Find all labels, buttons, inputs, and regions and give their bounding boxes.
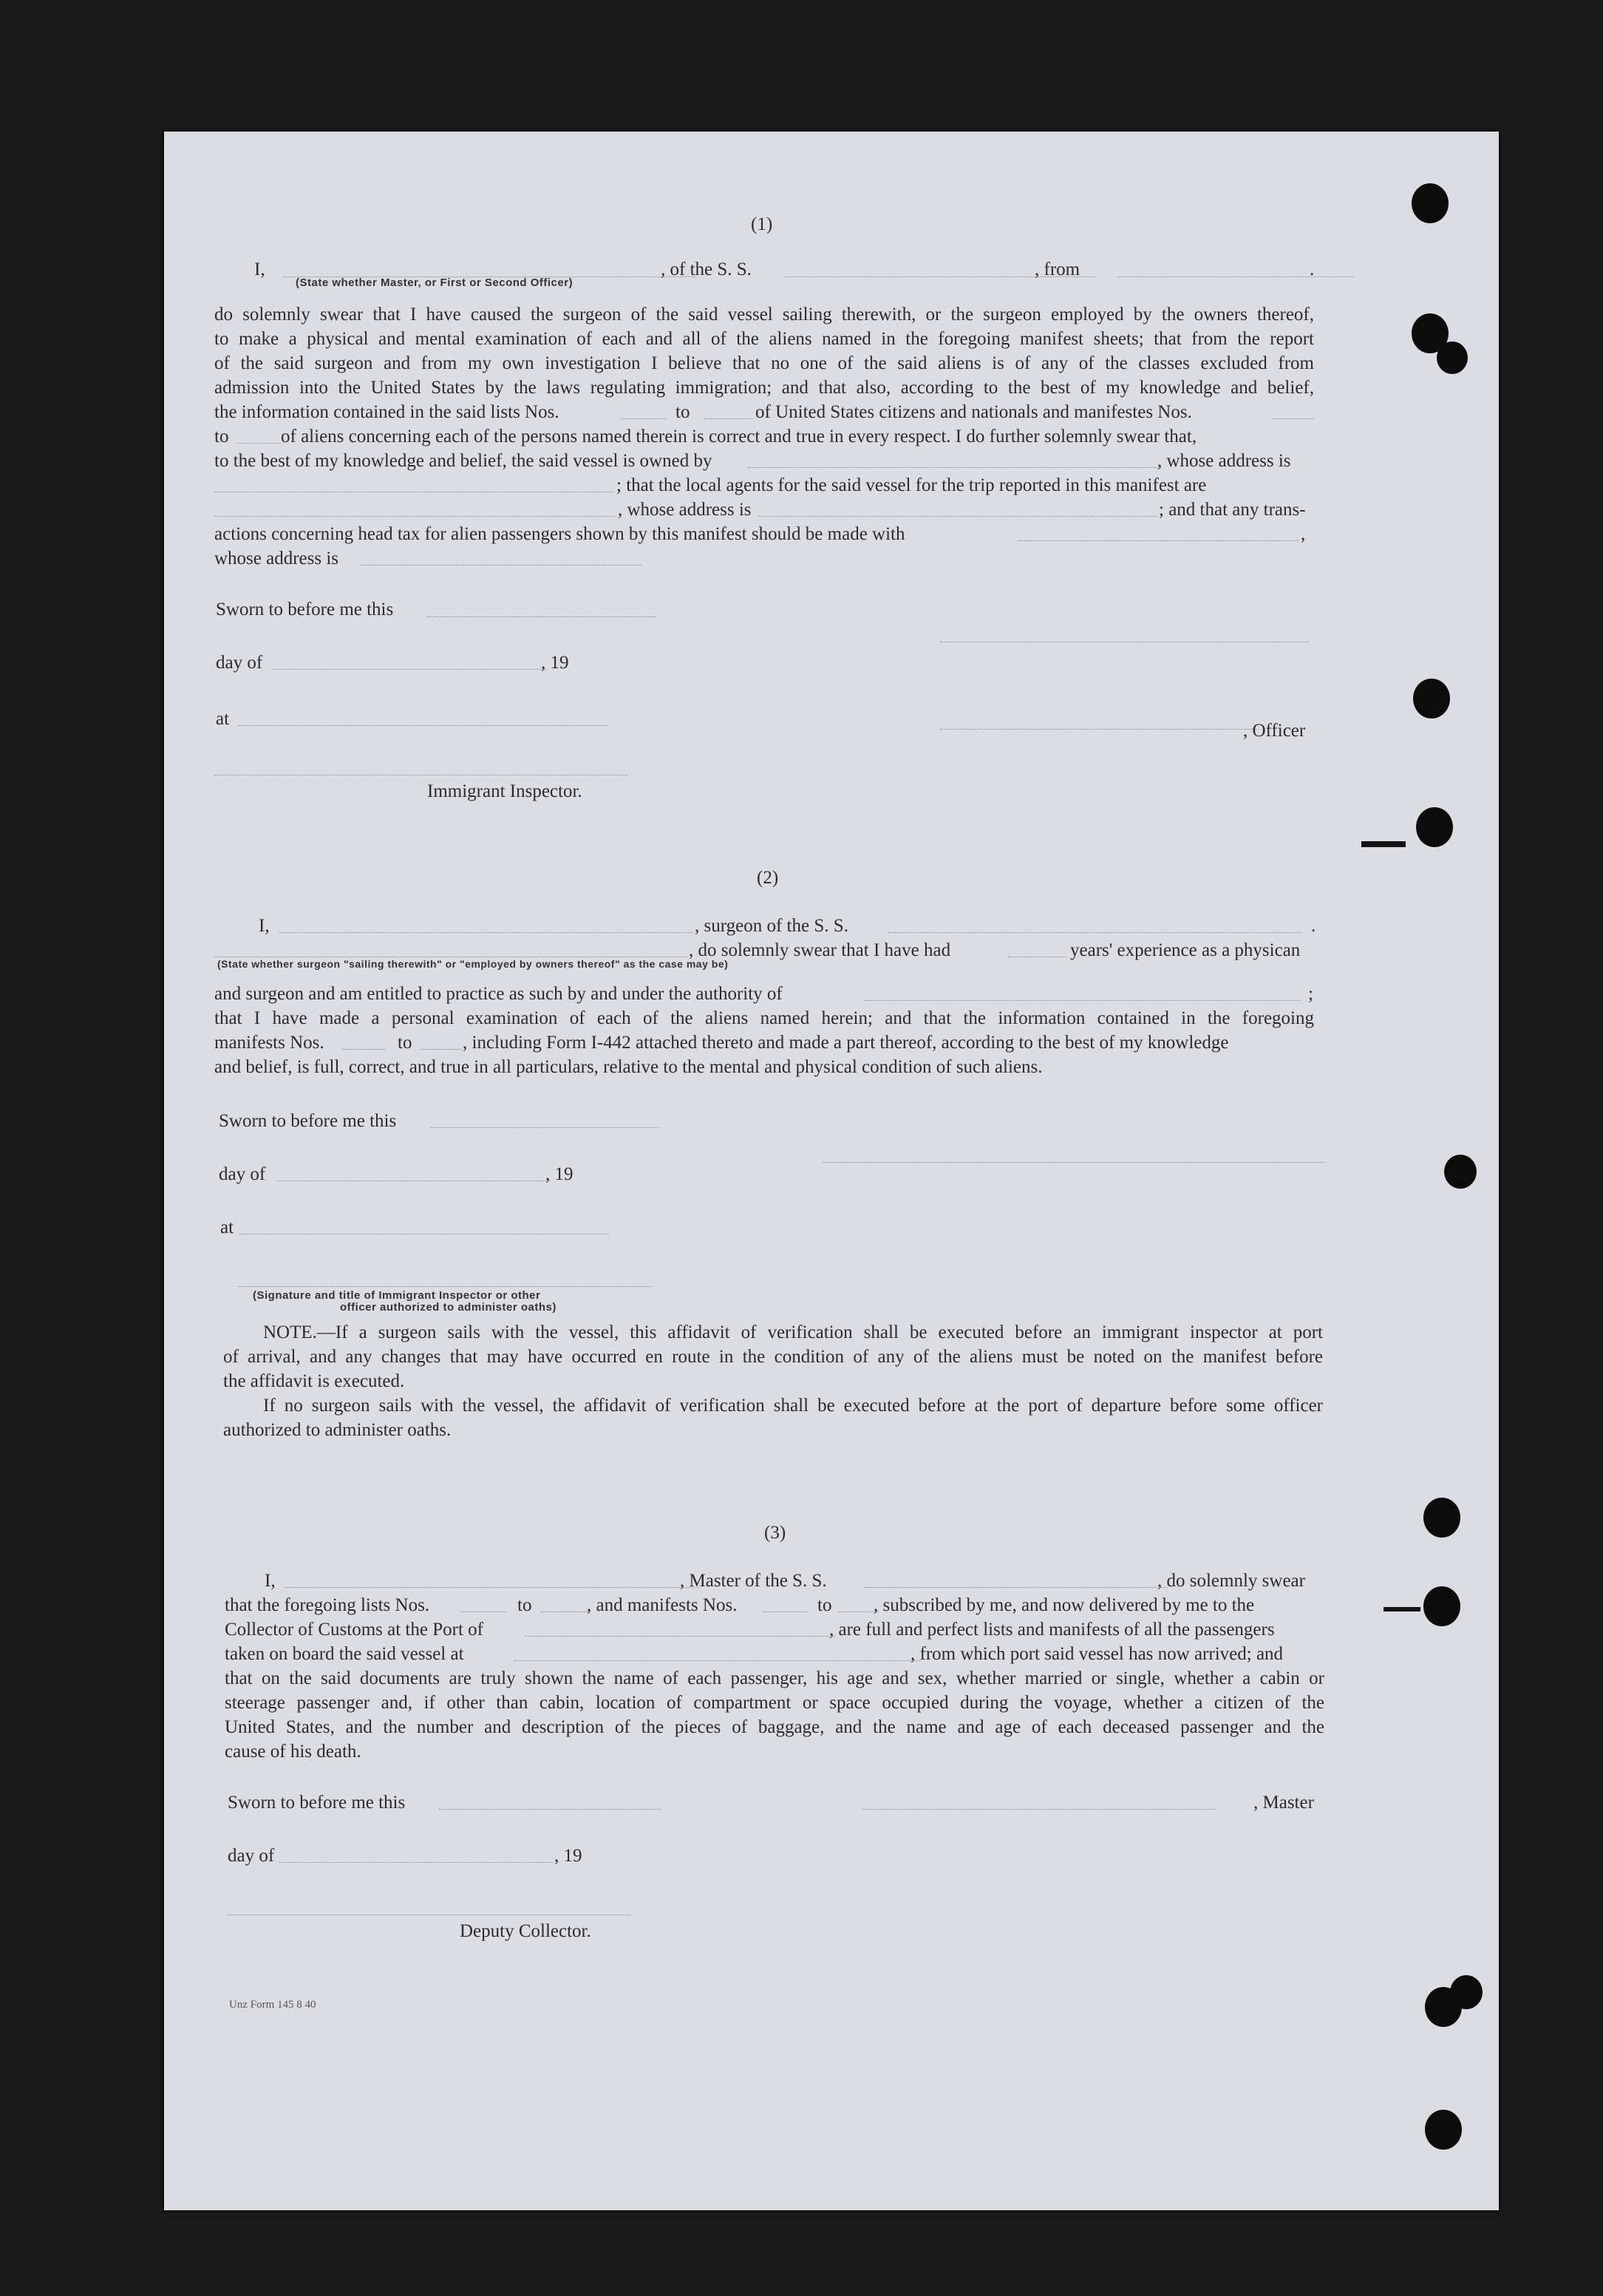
s3-day-blank (279, 1862, 553, 1863)
s3-pronoun: I, (265, 1571, 276, 1591)
s2-sig-note-2: officer authorized to administer oaths) (340, 1301, 557, 1314)
s2-authority: and surgeon and am entitled to practice as such by and under the authority of (214, 984, 783, 1004)
s1-lists-to: to (675, 402, 690, 422)
s3-line: that on the said documents are truly shown the name of each passenger, his age and sex, whether married or single, whether a cabin or (225, 1668, 1324, 1688)
s2-surgeon-blank (279, 932, 693, 933)
s2-surgeon-note: (State whether surgeon "sailing therewith" or "employed by owners thereof" as the case may be) (217, 958, 729, 970)
s1-at: at (216, 709, 230, 729)
s1-agents: ; that the local agents for the said vessel for the trip reported in this manifest are (616, 475, 1207, 495)
s3-master-label: , Master (1253, 1793, 1314, 1813)
s1-year: , 19 (541, 653, 569, 673)
s1-line: do solemnly swear that I have caused the surgeon of the said vessel sailing therewith, or the surgeon employed by the owners thereof, (214, 305, 1314, 325)
punch-hole (1444, 1155, 1477, 1189)
s2-at: at (220, 1217, 234, 1237)
s1-actions: actions concerning head tax for alien passengers shown by this manifest should be made with (214, 524, 905, 544)
s3-lists-a: that the foregoing lists Nos. (225, 1595, 430, 1615)
s1-whose-address-2: , whose address is (618, 500, 752, 520)
s3-details-paragraph (225, 1666, 1324, 1764)
s2-manifests-b: , including Form I-442 attached thereto and made a part thereof, according to the best of my knowledge (463, 1033, 1229, 1053)
s3-master-of: , Master of the S. S. (680, 1571, 827, 1591)
s1-whose-address: , whose address is (1157, 451, 1291, 471)
s2-belief: and belief, is full, correct, and true in all particulars, relative to the mental and physical condition of such aliens. (214, 1057, 1043, 1077)
s2-ship-blank (888, 932, 1302, 933)
s3-manifests-to-blank (838, 1611, 878, 1612)
s2-manifests-a: manifests Nos. (214, 1033, 324, 1053)
s2-sworn: Sworn to before me this (219, 1111, 397, 1131)
s2-manifests-from-blank (341, 1049, 386, 1050)
s1-officer-note: (State whether Master, or First or Second Officer) (296, 276, 574, 289)
s1-whose-address-3: whose address is (214, 548, 339, 568)
s1-any-trans: ; and that any trans- (1159, 500, 1306, 520)
note-line: If no surgeon sails with the vessel, the affidavit of verification shall be executed before at the port of departure before some officer (263, 1396, 1323, 1416)
s3-collector: Collector of Customs at the Port of (225, 1620, 483, 1640)
form-number: Unz Form 145 8 40 (229, 1999, 316, 2011)
s2-line1-end: . (1311, 916, 1316, 936)
s1-owned-by: to the best of my knowledge and belief, the said vessel is owned by (214, 451, 712, 471)
s1-day-of: day of (216, 653, 263, 673)
punch-hole (1423, 1586, 1460, 1626)
s3-manifests-from-blank (763, 1611, 807, 1612)
punch-hole (1413, 679, 1450, 719)
note-line: the affidavit is executed. (223, 1371, 405, 1391)
s1-manifests-blank (1273, 418, 1314, 419)
s2-day-of: day of (219, 1164, 266, 1184)
s1-lists-to-blank (704, 418, 751, 419)
s2-note2-paragraph (223, 1393, 1323, 1442)
note-line: authorized to administer oaths. (223, 1420, 452, 1440)
s2-note-paragraph (223, 1320, 1323, 1393)
s2-authority-blank (865, 1000, 1301, 1001)
s3-line: cause of his death. (225, 1742, 361, 1762)
s3-full-lists: , are full and perfect lists and manifests of all the passengers (829, 1620, 1275, 1640)
s1-officer-sign-blank (940, 729, 1258, 730)
note-line: NOTE.—If a surgeon sails with the vessel, this affidavit of verification shall be executed before an immigrant inspector at port (263, 1322, 1323, 1342)
s2-pronoun: I, (259, 916, 270, 936)
s3-day-of: day of (228, 1846, 275, 1866)
s3-sworn-blank (439, 1809, 661, 1810)
s1-line1-end: . (1310, 259, 1315, 279)
punch-hole (1423, 1498, 1460, 1538)
s1-at-blank (238, 725, 607, 726)
s2-manifests-to-blank (421, 1049, 461, 1050)
s2-signature-blank (823, 1162, 1326, 1163)
s1-inspector-label: Immigrant Inspector. (427, 781, 582, 801)
s1-actions-blank (1018, 540, 1299, 541)
s3-year: , 19 (554, 1846, 582, 1866)
s2-years-exp: years' experience as a physican (1070, 940, 1301, 960)
s3-solemnly: , do solemnly swear (1157, 1571, 1305, 1591)
section-3-number: (3) (764, 1523, 786, 1543)
s1-lists-from-blank (621, 418, 667, 419)
s1-pronoun: I, (254, 259, 265, 279)
s1-to2: to (214, 427, 229, 446)
punch-hole (1425, 2110, 1462, 2150)
s1-line: of the said surgeon and from my own investigation I believe that no one of the said aliens is of any of the classes excluded from (214, 353, 1314, 373)
s1-from-blank (1117, 276, 1354, 277)
s1-day-blank (273, 669, 547, 670)
s3-master-blank (285, 1587, 699, 1588)
s1-of-ss: , of the S. S. (661, 259, 752, 279)
s1-line: admission into the United States by the laws regulating immigration; and that also, according to the best of my knowledge and belief, (214, 378, 1314, 398)
s2-sworn-blank (430, 1127, 659, 1128)
punch-hole (1412, 183, 1449, 223)
s3-subscribed: , subscribed by me, and now delivered by me to the (874, 1595, 1255, 1615)
s3-line: steerage passenger and, if other than cabin, location of compartment or space occupied during the voyage, whether a citizen of the (225, 1693, 1324, 1713)
s2-swear-had: , do solemnly swear that I have had (689, 940, 951, 960)
section-1-number: (1) (751, 214, 773, 234)
section-2-number: (2) (757, 868, 779, 888)
s1-to2-blank (238, 443, 281, 444)
s3-port-blank (525, 1636, 835, 1637)
punch-hole (1450, 1975, 1483, 2009)
s2-to: to (398, 1033, 412, 1053)
s1-agents-address-blank (758, 516, 1157, 517)
s1-owner-blank (748, 467, 1162, 468)
punch-hole (1437, 342, 1468, 374)
s3-to2: to (817, 1595, 832, 1615)
s3-to: to (517, 1595, 532, 1615)
s3-lists-to-blank (541, 1611, 590, 1612)
s3-from-port: , from which port said vessel has now arrived; and (911, 1644, 1284, 1664)
s3-line: United States, and the number and description of the pieces of baggage, and the name and age of each deceased passenger and the (225, 1717, 1324, 1737)
s3-taken-blank (514, 1660, 921, 1661)
s1-from: , from (1035, 259, 1080, 279)
s1-sworn: Sworn to before me this (216, 600, 394, 619)
s3-deputy-label: Deputy Collector. (460, 1921, 591, 1941)
s2-surgeon-of: , surgeon of the S. S. (695, 916, 848, 936)
s1-agents-blank (214, 516, 616, 517)
s1-actions-comma: , (1301, 524, 1306, 544)
s1-oath-paragraph (214, 302, 1314, 400)
s1-line: to make a physical and mental examination of each and all of the aliens named in the foregoing manifest sheets; that from the report (214, 329, 1314, 349)
form-sheet (164, 132, 1499, 2210)
binder-mark (1361, 841, 1406, 847)
s3-sworn: Sworn to before me this (228, 1793, 406, 1813)
s2-personal-line: that I have made a personal examination of each of the aliens named herein; and that the information contained in the foregoing (214, 1008, 1314, 1028)
s2-year: , 19 (545, 1164, 574, 1184)
binder-mark (1384, 1607, 1420, 1611)
s3-ship-blank (865, 1587, 1168, 1588)
s3-and-manifests: , and manifests Nos. (587, 1595, 738, 1615)
s1-aliens-line: of aliens concerning each of the persons named therein is correct and true in every respect. I do further solemnly swear that, (281, 427, 1197, 446)
s2-sig-note-1: (Signature and title of Immigrant Inspector or other (253, 1289, 541, 1302)
s2-semicolon: ; (1308, 984, 1313, 1004)
s3-lists-from-blank (461, 1611, 507, 1612)
s3-master-sign-blank (862, 1809, 1216, 1810)
s1-lists-b: of United States citizens and nationals and manifestes Nos. (755, 402, 1192, 422)
s3-taken: taken on board the said vessel at (225, 1644, 464, 1664)
note-line: of arrival, and any changes that may have occurred en route in the condition of any of the aliens must be noted on the manifest before (223, 1347, 1323, 1367)
s1-officer-label: , Officer (1243, 721, 1306, 741)
s1-lists-a: the information contained in the said lists Nos. (214, 402, 559, 422)
punch-hole (1416, 807, 1453, 847)
s2-inspector-blank (238, 1286, 652, 1287)
